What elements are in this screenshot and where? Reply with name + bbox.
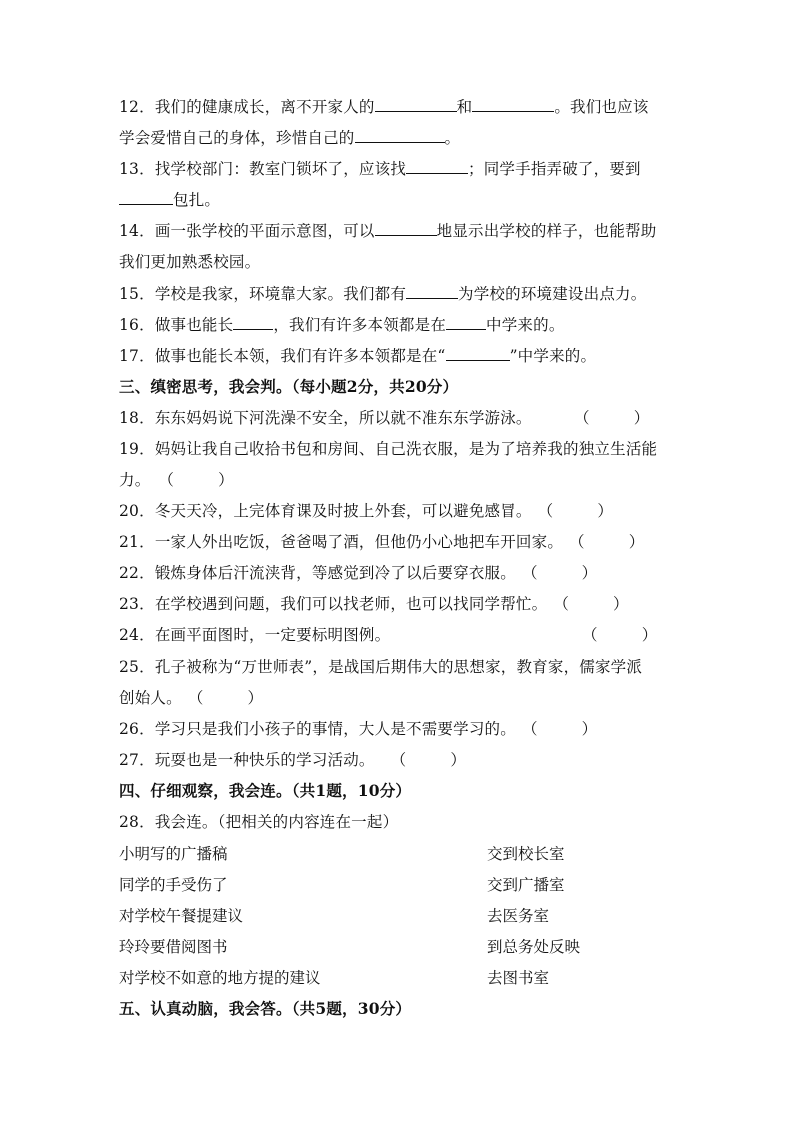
match-left-item[interactable]: 小明写的广播稿 (119, 845, 228, 863)
section-5-heading: 五、认真动脑，我会答。（共5题，30分） (119, 999, 412, 1018)
question-19-line-1: 19．妈妈让我自己收拾书包和房间、自己洗衣服，是为了培养我的独立生活能 (119, 440, 658, 458)
answer-parentheses[interactable]: （ ） (574, 409, 650, 427)
answer-blank[interactable] (375, 221, 437, 236)
match-right-item[interactable]: 交到广播室 (487, 876, 565, 894)
question-15: 15．学校是我家，环境靠大家。我们都有 为学校的环境建设出点力。 (119, 285, 647, 303)
answer-parentheses[interactable]: （ ） (390, 751, 467, 769)
answer-parentheses[interactable]: （ ） (521, 564, 598, 582)
answer-parentheses[interactable]: （ ） (158, 471, 234, 489)
match-right-item[interactable]: 去医务室 (487, 907, 550, 925)
question-28: 28．我会连。（把相关的内容连在一起） (119, 813, 399, 831)
answer-parentheses[interactable]: （ ） (569, 533, 645, 551)
question-13-line-1: 13．找学校部门：教室门锁坏了，应该找 ；同学手指弄破了，要到 (119, 160, 641, 178)
match-left-item[interactable]: 对学校不如意的地方提的建议 (119, 969, 321, 987)
question-13-line-2: 包扎。 (119, 190, 679, 210)
answer-parentheses[interactable]: （ ） (553, 595, 629, 613)
question-25-line-2: 创始人。 （ ） (119, 689, 264, 707)
answer-blank[interactable] (446, 315, 486, 330)
answer-parentheses[interactable]: （ ） (537, 502, 614, 520)
answer-blank[interactable] (472, 97, 554, 112)
question-22: 22．锻炼身体后汗流浃背，等感觉到冷了以后要穿衣服。 （ ） (119, 564, 598, 582)
answer-blank[interactable] (406, 159, 468, 174)
answer-blank[interactable] (119, 190, 173, 205)
question-19-line-2: 力。 （ ） (119, 471, 234, 489)
answer-blank[interactable] (233, 315, 273, 330)
question-21: 21．一家人外出吃饭，爸爸喝了酒，但他仍小心地把车开回家。 （ ） (119, 533, 645, 551)
match-left-item[interactable]: 玲玲要借阅图书 (119, 938, 228, 956)
match-left-item[interactable]: 同学的手受伤了 (119, 876, 228, 894)
question-18: 18．东东妈妈说下河洗澡不安全，所以就不准东东学游泳。 （ ） (119, 409, 650, 427)
question-17: 17．做事也能长本领，我们有许多本领都是在“ ”中学来的。 (119, 347, 597, 365)
match-left-item[interactable]: 对学校午餐提建议 (119, 907, 244, 925)
question-12-line-1: 12．我们的健康成长，离不开家人的 和 。我们也应该 (119, 98, 649, 116)
question-26: 26．学习只是我们小孩子的事情，大人是不需要学习的。 （ ） (119, 720, 598, 738)
question-24: 24．在画平面图时，一定要标明图例。 （ ） (119, 626, 658, 644)
question-23: 23．在学校遇到问题，我们可以找老师，也可以找同学帮忙。 （ ） (119, 595, 629, 613)
answer-blank[interactable] (406, 284, 458, 299)
match-right-item[interactable]: 去图书室 (487, 969, 550, 987)
question-20: 20．冬天天冷，上完体育课及时披上外套，可以避免感冒。 （ ） (119, 502, 614, 520)
answer-blank[interactable] (446, 346, 510, 361)
question-25-line-1: 25．孔子被称为“万世师表”，是战国后期伟大的思想家，教育家，儒家学派 (119, 658, 643, 676)
question-16: 16．做事也能长 ，我们有许多本领都是在 中学来的。 (119, 316, 565, 334)
answer-parentheses[interactable]: （ ） (521, 720, 598, 738)
match-right-item[interactable]: 交到校长室 (487, 845, 565, 863)
answer-parentheses[interactable]: （ ） (187, 689, 264, 707)
question-27: 27．玩耍也是一种快乐的学习活动。 （ ） (119, 751, 467, 769)
section-3-heading: 三、缜密思考，我会判。（每小题2分，共20分） (119, 377, 459, 396)
question-14-line-2: 我们更加熟悉校园。 (119, 253, 261, 271)
match-right-item[interactable]: 到总务处反映 (487, 938, 581, 956)
answer-blank[interactable] (355, 128, 445, 143)
question-14-line-1: 14．画一张学校的平面示意图，可以 地显示出学校的样子，也能帮助 (119, 222, 657, 240)
answer-parentheses[interactable]: （ ） (582, 626, 658, 644)
answer-blank[interactable] (375, 97, 457, 112)
question-12-line-2: 学会爱惜自己的身体，珍惜自己的 。 (119, 129, 461, 147)
section-4-heading: 四、仔细观察，我会连。（共1题，10分） (119, 781, 412, 800)
